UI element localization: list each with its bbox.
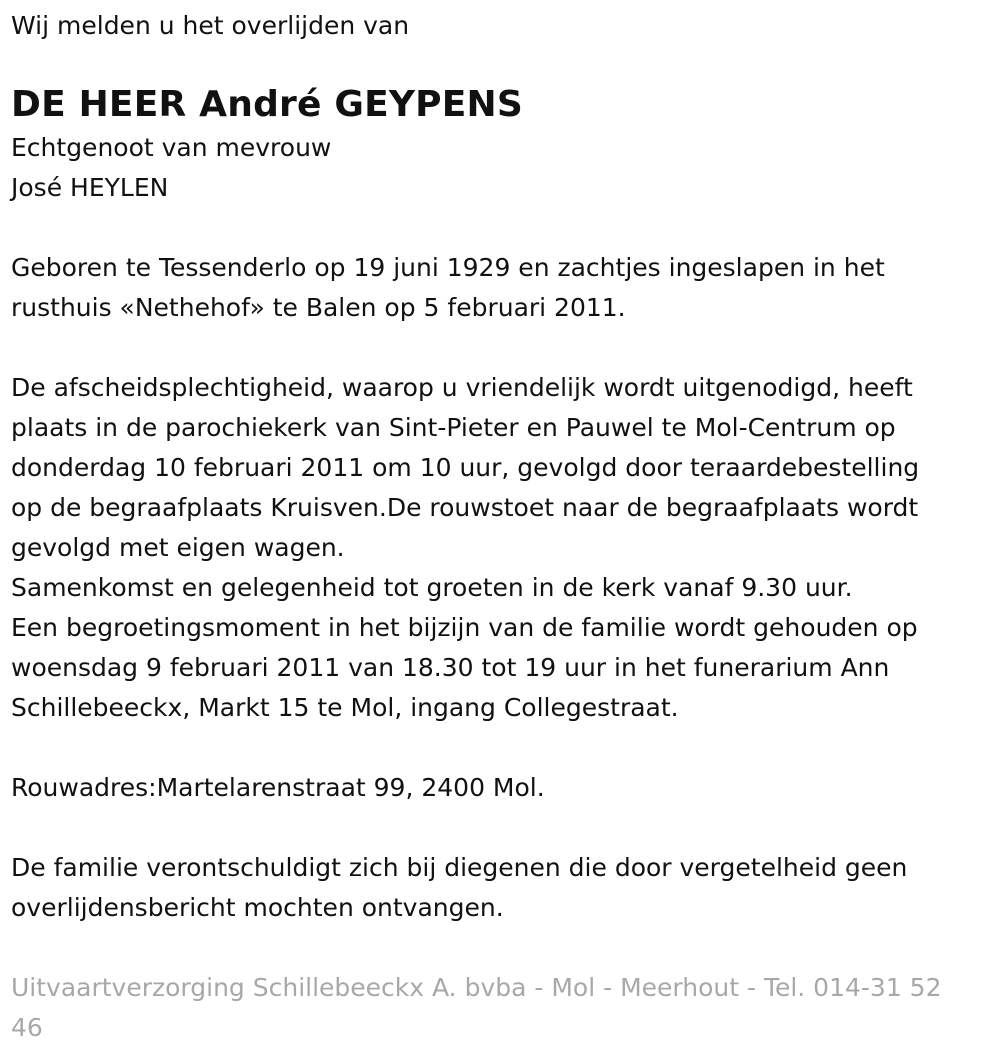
ceremony-paragraph xyxy=(11,368,993,728)
ceremony-line: donderdag 10 februari 2011 om 10 uur, gevolgd door teraardebestelling xyxy=(11,453,920,482)
mourning-address: Rouwadres:Martelarenstraat 99, 2400 Mol. xyxy=(11,773,545,802)
footer-line: 46 xyxy=(11,1013,43,1042)
ceremony-line: Schillebeeckx, Markt 15 te Mol, ingang Collegestraat. xyxy=(11,693,679,722)
birth-line: rusthuis «Nethehof» te Balen op 5 februari 2011. xyxy=(11,293,626,322)
ceremony-line: Samenkomst en gelegenheid tot groeten in de kerk vanaf 9.30 uur. xyxy=(11,573,853,602)
ceremony-line: op de begraafplaats Kruisven.De rouwstoet naar de begraafplaats wordt xyxy=(11,493,919,522)
spouse-line: José HEYLEN xyxy=(11,173,169,202)
ceremony-line: De afscheidsplechtigheid, waarop u vriendelijk wordt uitgenodigd, heeft xyxy=(11,373,913,402)
footer-line: Uitvaartverzorging Schillebeeckx A. bvba - Mol - Meerhout - Tel. 014-31 52 xyxy=(11,973,942,1002)
apology-line: De familie verontschuldigt zich bij diegenen die door vergetelheid geen xyxy=(11,853,908,882)
intro-text: Wij melden u het overlijden van xyxy=(11,11,410,40)
birth-line: Geboren te Tessenderlo op 19 juni 1929 en zachtjes ingeslapen in het xyxy=(11,253,885,282)
ceremony-line: plaats in de parochiekerk van Sint-Pieter en Pauwel te Mol-Centrum op xyxy=(11,413,896,442)
ceremony-line: Een begroetingsmoment in het bijzijn van de familie wordt gehouden op xyxy=(11,613,918,642)
spouse-line: Echtgenoot van mevrouw xyxy=(11,133,332,162)
apology-line: overlijdensbericht mochten ontvangen. xyxy=(11,893,504,922)
ceremony-line: woensdag 9 februari 2011 van 18.30 tot 19 uur in het funerarium Ann xyxy=(11,653,890,682)
apology-paragraph xyxy=(11,848,993,928)
birth-paragraph xyxy=(11,248,993,328)
funeral-director-footer xyxy=(11,968,993,1048)
address-paragraph xyxy=(11,768,993,808)
ceremony-line: gevolgd met eigen wagen. xyxy=(11,533,345,562)
death-notice xyxy=(11,8,993,1048)
spouse-block xyxy=(11,128,993,208)
deceased-name: DE HEER André GEYPENS xyxy=(11,84,523,125)
